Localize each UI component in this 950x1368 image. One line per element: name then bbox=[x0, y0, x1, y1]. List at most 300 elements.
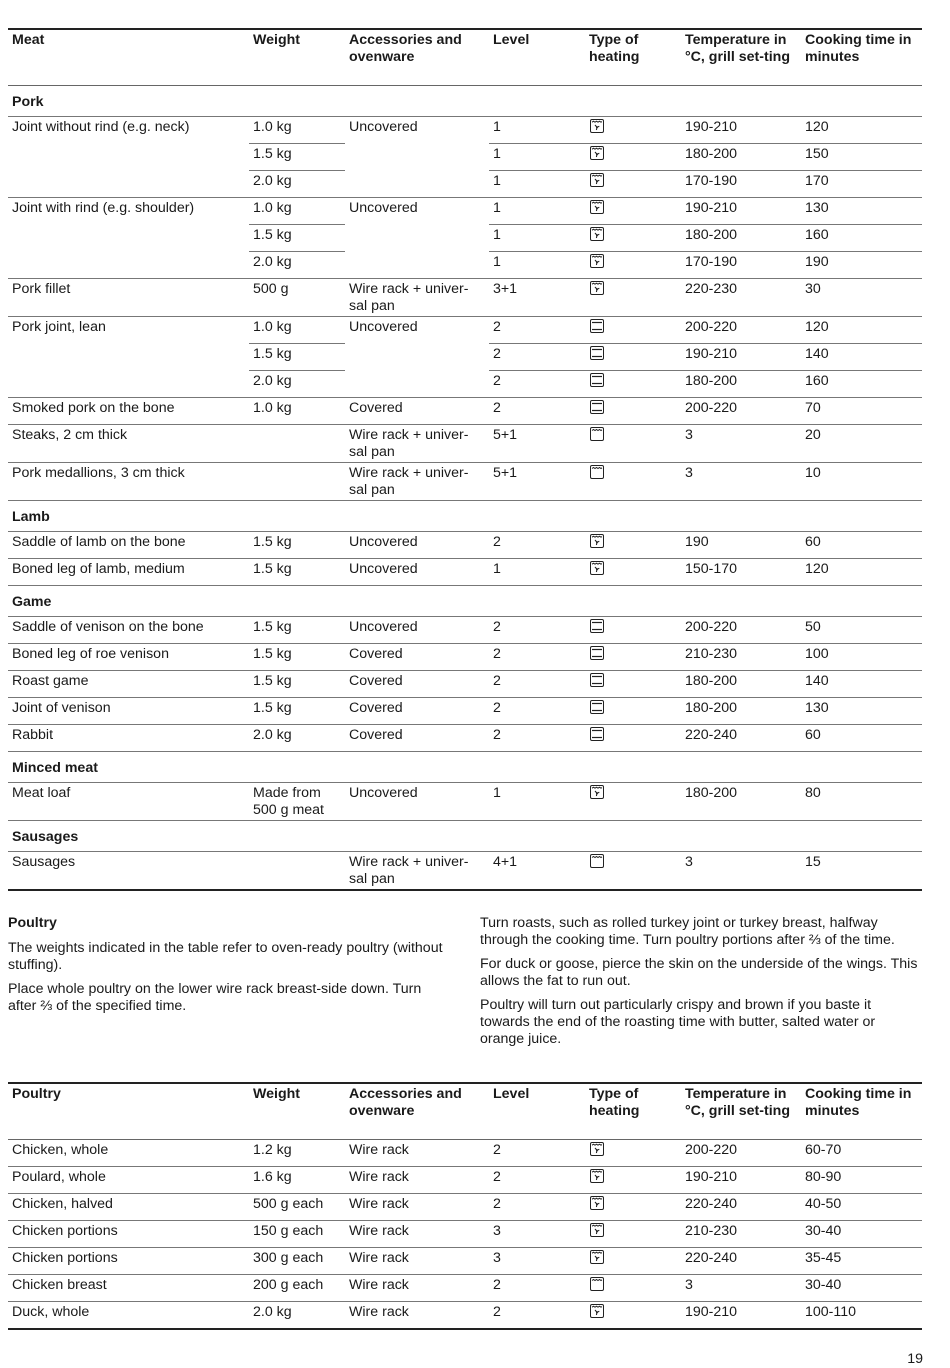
level-cell: 5+1 bbox=[489, 425, 585, 463]
col-header-time: Cooking time in minutes bbox=[805, 1086, 912, 1119]
food-cell: Chicken portions bbox=[8, 1248, 249, 1275]
level-cell: 2 bbox=[489, 671, 585, 698]
accessories-cell: Covered bbox=[345, 671, 489, 698]
accessories-cell bbox=[345, 344, 489, 371]
level-cell: 2 bbox=[489, 644, 585, 671]
weight-cell: 1.0 kg bbox=[249, 198, 345, 225]
section-row bbox=[8, 821, 922, 852]
heating-cell bbox=[585, 171, 681, 198]
table-row bbox=[8, 463, 922, 501]
level-cell: 1 bbox=[489, 252, 585, 279]
time-cell: 160 bbox=[801, 225, 922, 252]
accessories-cell: Uncovered bbox=[345, 559, 489, 586]
weight-cell: Made from 500 g meat bbox=[249, 783, 345, 821]
accessories-cell: Wire rack + univer-sal pan bbox=[345, 425, 489, 463]
time-cell: 130 bbox=[801, 198, 922, 225]
temperature-cell: 210-230 bbox=[681, 1221, 801, 1248]
section-title: Lamb bbox=[8, 501, 922, 532]
weight-cell: 1.2 kg bbox=[249, 1140, 345, 1167]
level-cell: 2 bbox=[489, 371, 585, 398]
heating-cell bbox=[585, 425, 681, 463]
food-cell: Steaks, 2 cm thick bbox=[8, 425, 249, 463]
food-cell: Duck, whole bbox=[8, 1302, 249, 1330]
col-header-meat: Meat bbox=[12, 32, 45, 48]
accessories-cell: Wire rack bbox=[345, 1275, 489, 1302]
level-cell: 2 bbox=[489, 398, 585, 425]
section-title: Minced meat bbox=[8, 752, 922, 783]
temperature-cell: 3 bbox=[681, 1275, 801, 1302]
weight-cell: 2.0 kg bbox=[249, 252, 345, 279]
temperature-cell: 180-200 bbox=[681, 225, 801, 252]
temperature-cell: 220-240 bbox=[681, 725, 801, 752]
weight-cell: 1.5 kg bbox=[249, 225, 345, 252]
heating-cell bbox=[585, 252, 681, 279]
time-cell: 50 bbox=[801, 617, 922, 644]
time-cell: 160 bbox=[801, 371, 922, 398]
hot-air-grilling-icon bbox=[590, 1223, 604, 1237]
weight-cell: 300 g each bbox=[249, 1248, 345, 1275]
temperature-cell: 180-200 bbox=[681, 698, 801, 725]
weight-cell: 2.0 kg bbox=[249, 725, 345, 752]
accessories-cell bbox=[345, 225, 489, 252]
weight-cell: 1.0 kg bbox=[249, 117, 345, 144]
food-cell: Joint of venison bbox=[8, 698, 249, 725]
accessories-cell bbox=[345, 171, 489, 198]
accessories-cell: Uncovered bbox=[345, 532, 489, 559]
heating-cell bbox=[585, 644, 681, 671]
heating-cell bbox=[585, 1167, 681, 1194]
accessories-cell: Wire rack bbox=[345, 1167, 489, 1194]
col-header-temperature: Temperature in °C, grill set-ting bbox=[685, 1086, 790, 1119]
weight-cell: 1.5 kg bbox=[249, 532, 345, 559]
level-cell: 1 bbox=[489, 117, 585, 144]
hot-air-grilling-icon bbox=[590, 1196, 604, 1210]
section-row bbox=[8, 86, 922, 117]
table-row bbox=[8, 371, 922, 398]
time-cell: 140 bbox=[801, 671, 922, 698]
grill-icon bbox=[590, 427, 604, 441]
food-cell: Smoked pork on the bone bbox=[8, 398, 249, 425]
temperature-cell: 200-220 bbox=[681, 317, 801, 344]
hot-air-grilling-icon bbox=[590, 173, 604, 187]
temperature-cell: 200-220 bbox=[681, 1140, 801, 1167]
table-row bbox=[8, 1167, 922, 1194]
temperature-cell: 220-230 bbox=[681, 279, 801, 317]
level-cell: 2 bbox=[489, 344, 585, 371]
top-bottom-heating-icon bbox=[590, 673, 604, 687]
time-cell: 100 bbox=[801, 644, 922, 671]
weight-cell: 1.0 kg bbox=[249, 317, 345, 344]
table-row bbox=[8, 225, 922, 252]
accessories-cell: Wire rack bbox=[345, 1221, 489, 1248]
accessories-cell: Wire rack + univer-sal pan bbox=[345, 463, 489, 501]
poultry-table-header bbox=[8, 1083, 922, 1140]
food-cell: Joint without rind (e.g. neck) bbox=[12, 119, 190, 135]
col-header-time: Cooking time in minutes bbox=[805, 32, 912, 65]
time-cell: 70 bbox=[801, 398, 922, 425]
time-cell: 30-40 bbox=[801, 1221, 922, 1248]
food-cell: Boned leg of lamb, medium bbox=[8, 559, 249, 586]
heating-cell bbox=[585, 698, 681, 725]
top-bottom-heating-icon bbox=[590, 646, 604, 660]
weight-cell bbox=[249, 463, 345, 501]
food-cell bbox=[8, 144, 249, 171]
temperature-cell: 180-200 bbox=[681, 671, 801, 698]
top-bottom-heating-icon bbox=[590, 319, 604, 333]
temperature-cell: 180-200 bbox=[681, 144, 801, 171]
hot-air-grilling-icon bbox=[590, 146, 604, 160]
grill-icon bbox=[590, 854, 604, 868]
level-cell: 3 bbox=[489, 1248, 585, 1275]
accessories-cell: Wire rack bbox=[345, 1302, 489, 1330]
level-cell: 3+1 bbox=[489, 279, 585, 317]
weight-cell: 1.5 kg bbox=[249, 617, 345, 644]
table-row bbox=[8, 198, 922, 225]
food-cell: Joint with rind (e.g. shoulder) bbox=[12, 200, 195, 216]
level-cell: 1 bbox=[489, 225, 585, 252]
col-header-weight: Weight bbox=[253, 1086, 301, 1102]
table-row bbox=[8, 252, 922, 279]
food-cell: Chicken, whole bbox=[8, 1140, 249, 1167]
weight-cell: 1.5 kg bbox=[249, 344, 345, 371]
heating-cell bbox=[585, 371, 681, 398]
page-number: 19 bbox=[907, 1351, 923, 1367]
weight-cell: 150 g each bbox=[249, 1221, 345, 1248]
time-cell: 20 bbox=[801, 425, 922, 463]
weight-cell: 2.0 kg bbox=[249, 1302, 345, 1330]
time-cell: 120 bbox=[801, 317, 922, 344]
food-cell: Roast game bbox=[8, 671, 249, 698]
table-row bbox=[8, 1194, 922, 1221]
heating-cell bbox=[585, 725, 681, 752]
poultry-note: Poultry will turn out particularly crispy and brown if you baste it towards the end of the roasting time with butter, salted water or orange juice. bbox=[480, 997, 876, 1047]
table-row bbox=[8, 425, 922, 463]
weight-cell bbox=[249, 852, 345, 891]
time-cell: 10 bbox=[801, 463, 922, 501]
table-row bbox=[8, 1248, 922, 1275]
accessories-cell bbox=[345, 252, 489, 279]
accessories-cell bbox=[345, 371, 489, 398]
food-cell bbox=[8, 225, 249, 252]
grill-icon bbox=[590, 1277, 604, 1291]
food-cell: Pork joint, lean bbox=[12, 319, 106, 335]
hot-air-grilling-icon bbox=[590, 534, 604, 548]
hot-air-grilling-icon bbox=[590, 227, 604, 241]
col-header-heating: Type of heating bbox=[589, 1086, 640, 1119]
table-row bbox=[8, 532, 922, 559]
time-cell: 60-70 bbox=[801, 1140, 922, 1167]
heating-cell bbox=[585, 559, 681, 586]
temperature-cell: 150-170 bbox=[681, 559, 801, 586]
weight-cell: 500 g bbox=[249, 279, 345, 317]
level-cell: 1 bbox=[489, 559, 585, 586]
col-header-heating: Type of heating bbox=[589, 32, 640, 65]
heating-cell bbox=[585, 852, 681, 891]
table-row bbox=[8, 725, 922, 752]
time-cell: 190 bbox=[801, 252, 922, 279]
food-cell bbox=[8, 344, 249, 371]
poultry-note: Place whole poultry on the lower wire rack breast-side down. Turn after ⅔ of the specified time. bbox=[8, 981, 422, 1014]
weight-cell: 500 g each bbox=[249, 1194, 345, 1221]
accessories-cell: Covered bbox=[345, 698, 489, 725]
food-cell: Chicken breast bbox=[8, 1275, 249, 1302]
heating-cell bbox=[585, 532, 681, 559]
time-cell: 15 bbox=[801, 852, 922, 891]
accessories-cell: Covered bbox=[345, 725, 489, 752]
time-cell: 130 bbox=[801, 698, 922, 725]
temperature-cell: 170-190 bbox=[681, 171, 801, 198]
poultry-note: The weights indicated in the table refer to oven-ready poultry (without stuffing). bbox=[8, 940, 443, 973]
food-cell: Rabbit bbox=[8, 725, 249, 752]
meat-table-body bbox=[8, 86, 922, 891]
time-cell: 30-40 bbox=[801, 1275, 922, 1302]
temperature-cell: 3 bbox=[681, 852, 801, 891]
accessories-cell: Wire rack bbox=[345, 1248, 489, 1275]
food-cell: Pork fillet bbox=[8, 279, 249, 317]
temperature-cell: 220-240 bbox=[681, 1194, 801, 1221]
accessories-cell: Uncovered bbox=[349, 119, 418, 135]
temperature-cell: 210-230 bbox=[681, 644, 801, 671]
weight-cell bbox=[249, 425, 345, 463]
level-cell: 2 bbox=[489, 532, 585, 559]
food-cell: Chicken portions bbox=[8, 1221, 249, 1248]
top-bottom-heating-icon bbox=[590, 373, 604, 387]
level-cell: 1 bbox=[489, 783, 585, 821]
grill-icon bbox=[590, 465, 604, 479]
time-cell: 120 bbox=[801, 559, 922, 586]
weight-cell: 1.5 kg bbox=[249, 559, 345, 586]
temperature-cell: 200-220 bbox=[681, 398, 801, 425]
time-cell: 100-110 bbox=[801, 1302, 922, 1330]
top-bottom-heating-icon bbox=[590, 400, 604, 414]
poultry-heading: Poultry bbox=[8, 915, 57, 931]
heating-cell bbox=[585, 225, 681, 252]
heating-cell bbox=[585, 1275, 681, 1302]
poultry-table bbox=[8, 1082, 922, 1330]
hot-air-grilling-icon bbox=[590, 119, 604, 133]
level-cell: 2 bbox=[489, 617, 585, 644]
temperature-cell: 190-210 bbox=[681, 1167, 801, 1194]
col-header-level: Level bbox=[493, 1086, 530, 1102]
food-cell: Meat loaf bbox=[8, 783, 249, 821]
food-cell bbox=[8, 371, 249, 398]
level-cell: 2 bbox=[489, 1275, 585, 1302]
level-cell: 1 bbox=[489, 198, 585, 225]
weight-cell: 2.0 kg bbox=[249, 171, 345, 198]
food-cell: Poulard, whole bbox=[8, 1167, 249, 1194]
section-row bbox=[8, 501, 922, 532]
table-row bbox=[8, 1275, 922, 1302]
heating-cell bbox=[585, 1194, 681, 1221]
hot-air-grilling-icon bbox=[590, 785, 604, 799]
weight-cell: 1.6 kg bbox=[249, 1167, 345, 1194]
table-row bbox=[8, 117, 922, 144]
meat-table-header bbox=[8, 29, 922, 86]
temperature-cell: 180-200 bbox=[681, 371, 801, 398]
accessories-cell: Wire rack + univer-sal pan bbox=[345, 279, 489, 317]
hot-air-grilling-icon bbox=[590, 281, 604, 295]
heating-cell bbox=[585, 198, 681, 225]
temperature-cell: 190-210 bbox=[681, 117, 801, 144]
table-row bbox=[8, 559, 922, 586]
heating-cell bbox=[585, 117, 681, 144]
level-cell: 5+1 bbox=[489, 463, 585, 501]
weight-cell: 1.5 kg bbox=[249, 644, 345, 671]
meat-table bbox=[8, 28, 922, 891]
food-cell: Sausages bbox=[8, 852, 249, 891]
table-row bbox=[8, 617, 922, 644]
heating-cell bbox=[585, 783, 681, 821]
poultry-notes-right bbox=[480, 915, 920, 1055]
section-row bbox=[8, 752, 922, 783]
heating-cell bbox=[585, 1248, 681, 1275]
food-cell: Chicken, halved bbox=[8, 1194, 249, 1221]
level-cell: 2 bbox=[489, 1194, 585, 1221]
table-row bbox=[8, 144, 922, 171]
food-cell bbox=[8, 171, 249, 198]
heating-cell bbox=[585, 1221, 681, 1248]
level-cell: 1 bbox=[489, 144, 585, 171]
weight-cell: 1.5 kg bbox=[249, 144, 345, 171]
time-cell: 40-50 bbox=[801, 1194, 922, 1221]
col-header-poultry: Poultry bbox=[12, 1086, 61, 1102]
hot-air-grilling-icon bbox=[590, 561, 604, 575]
table-row bbox=[8, 852, 922, 891]
food-cell: Pork medallions, 3 cm thick bbox=[8, 463, 249, 501]
poultry-notes-left bbox=[8, 915, 448, 1022]
table-row bbox=[8, 171, 922, 198]
time-cell: 140 bbox=[801, 344, 922, 371]
level-cell: 2 bbox=[489, 1302, 585, 1330]
level-cell: 2 bbox=[489, 317, 585, 344]
hot-air-grilling-icon bbox=[590, 1169, 604, 1183]
hot-air-grilling-icon bbox=[590, 1304, 604, 1318]
accessories-cell: Uncovered bbox=[349, 319, 418, 335]
heating-cell bbox=[585, 617, 681, 644]
section-title: Pork bbox=[8, 86, 922, 117]
section-title: Game bbox=[8, 586, 922, 617]
weight-cell: 1.5 kg bbox=[249, 698, 345, 725]
food-cell: Saddle of venison on the bone bbox=[8, 617, 249, 644]
hot-air-grilling-icon bbox=[590, 1250, 604, 1264]
heating-cell bbox=[585, 144, 681, 171]
top-bottom-heating-icon bbox=[590, 700, 604, 714]
temperature-cell: 170-190 bbox=[681, 252, 801, 279]
col-header-level: Level bbox=[493, 32, 530, 48]
table-row bbox=[8, 1140, 922, 1167]
table-row bbox=[8, 1302, 922, 1330]
top-bottom-heating-icon bbox=[590, 619, 604, 633]
temperature-cell: 190-210 bbox=[681, 198, 801, 225]
heating-cell bbox=[585, 398, 681, 425]
level-cell: 4+1 bbox=[489, 852, 585, 891]
weight-cell: 2.0 kg bbox=[249, 371, 345, 398]
table-row bbox=[8, 783, 922, 821]
heating-cell bbox=[585, 344, 681, 371]
temperature-cell: 220-240 bbox=[681, 1248, 801, 1275]
accessories-cell: Uncovered bbox=[345, 617, 489, 644]
col-header-accessories: Accessories and ovenware bbox=[349, 1086, 462, 1119]
weight-cell: 1.5 kg bbox=[249, 671, 345, 698]
temperature-cell: 200-220 bbox=[681, 617, 801, 644]
hot-air-grilling-icon bbox=[590, 254, 604, 268]
level-cell: 2 bbox=[489, 1167, 585, 1194]
time-cell: 80-90 bbox=[801, 1167, 922, 1194]
level-cell: 2 bbox=[489, 725, 585, 752]
accessories-cell: Covered bbox=[345, 398, 489, 425]
table-row bbox=[8, 279, 922, 317]
table-row bbox=[8, 398, 922, 425]
poultry-note: For duck or goose, pierce the skin on the underside of the wings. This allows the fat to run out. bbox=[480, 956, 918, 989]
weight-cell: 1.0 kg bbox=[249, 398, 345, 425]
temperature-cell: 3 bbox=[681, 463, 801, 501]
hot-air-grilling-icon bbox=[590, 200, 604, 214]
top-bottom-heating-icon bbox=[590, 346, 604, 360]
table-row bbox=[8, 344, 922, 371]
level-cell: 1 bbox=[489, 171, 585, 198]
accessories-cell bbox=[345, 144, 489, 171]
section-title: Sausages bbox=[8, 821, 922, 852]
temperature-cell: 180-200 bbox=[681, 783, 801, 821]
time-cell: 35-45 bbox=[801, 1248, 922, 1275]
heating-cell bbox=[585, 1302, 681, 1330]
level-cell: 2 bbox=[489, 1140, 585, 1167]
level-cell: 2 bbox=[489, 698, 585, 725]
poultry-table-body bbox=[8, 1140, 922, 1330]
col-header-weight: Weight bbox=[253, 32, 301, 48]
heating-cell bbox=[585, 463, 681, 501]
table-row bbox=[8, 644, 922, 671]
time-cell: 170 bbox=[801, 171, 922, 198]
hot-air-grilling-icon bbox=[590, 1142, 604, 1156]
accessories-cell: Uncovered bbox=[349, 200, 418, 216]
section-row bbox=[8, 586, 922, 617]
poultry-note: Turn roasts, such as rolled turkey joint or turkey breast, halfway through the cooking time. Turn poultry portions after ⅔ of the time. bbox=[480, 915, 895, 948]
table-row bbox=[8, 671, 922, 698]
food-cell: Boned leg of roe venison bbox=[8, 644, 249, 671]
col-header-accessories: Accessories and ovenware bbox=[349, 32, 462, 65]
accessories-cell: Uncovered bbox=[345, 783, 489, 821]
weight-cell: 200 g each bbox=[249, 1275, 345, 1302]
heating-cell bbox=[585, 317, 681, 344]
table-row bbox=[8, 698, 922, 725]
time-cell: 60 bbox=[801, 725, 922, 752]
heating-cell bbox=[585, 1140, 681, 1167]
heating-cell bbox=[585, 671, 681, 698]
table-row bbox=[8, 317, 922, 344]
temperature-cell: 190-210 bbox=[681, 1302, 801, 1330]
temperature-cell: 3 bbox=[681, 425, 801, 463]
level-cell: 3 bbox=[489, 1221, 585, 1248]
accessories-cell: Covered bbox=[345, 644, 489, 671]
temperature-cell: 190-210 bbox=[681, 344, 801, 371]
table-row bbox=[8, 1221, 922, 1248]
accessories-cell: Wire rack bbox=[345, 1140, 489, 1167]
food-cell bbox=[8, 252, 249, 279]
accessories-cell: Wire rack bbox=[345, 1194, 489, 1221]
food-cell: Saddle of lamb on the bone bbox=[8, 532, 249, 559]
top-bottom-heating-icon bbox=[590, 727, 604, 741]
time-cell: 150 bbox=[801, 144, 922, 171]
temperature-cell: 190 bbox=[681, 532, 801, 559]
accessories-cell: Wire rack + univer-sal pan bbox=[345, 852, 489, 891]
heating-cell bbox=[585, 279, 681, 317]
time-cell: 60 bbox=[801, 532, 922, 559]
time-cell: 120 bbox=[801, 117, 922, 144]
time-cell: 80 bbox=[801, 783, 922, 821]
time-cell: 30 bbox=[801, 279, 922, 317]
col-header-temperature: Temperature in °C, grill set-ting bbox=[685, 32, 790, 65]
